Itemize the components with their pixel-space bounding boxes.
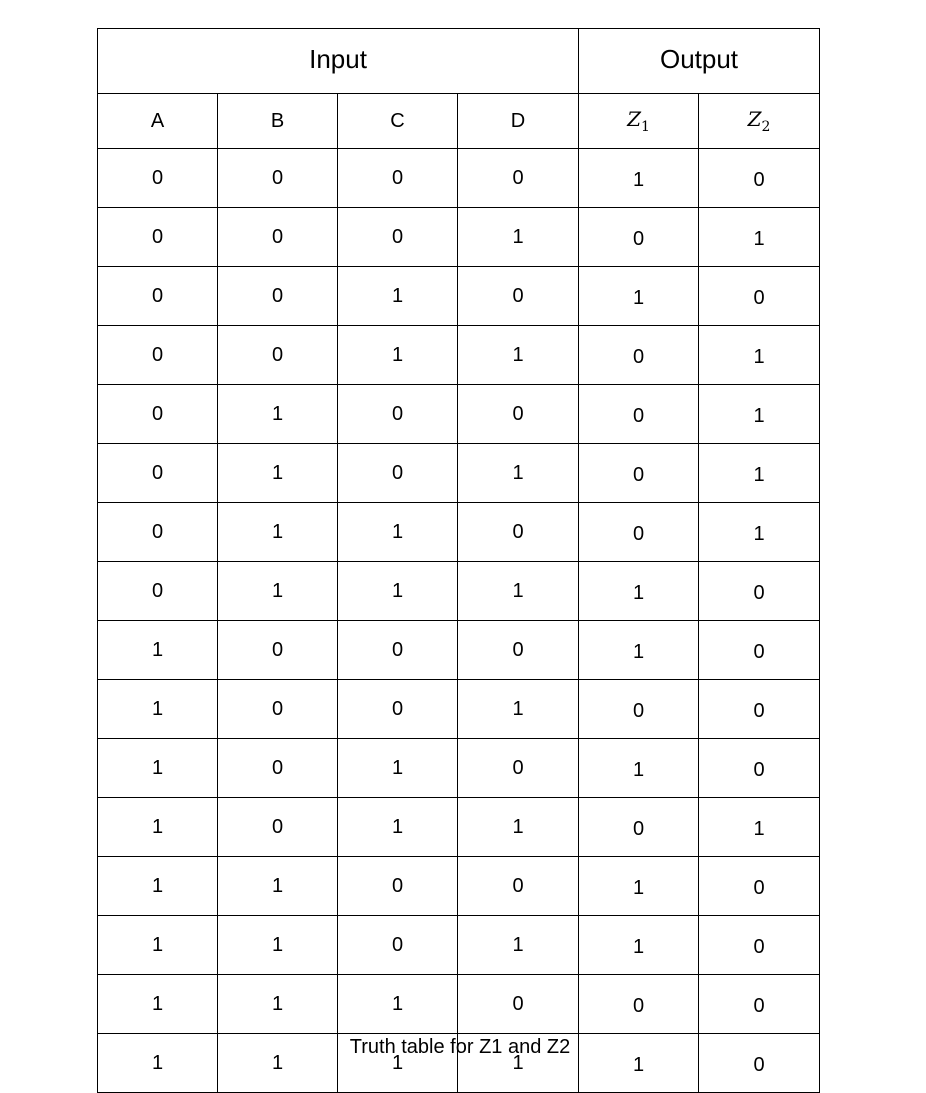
cell-b: 1 [218, 1034, 338, 1093]
cell-a: 0 [98, 267, 218, 326]
table-caption: Truth table for Z1 and Z2 [349, 1036, 571, 1058]
cell-z1: 0 [579, 444, 699, 503]
table-row [98, 267, 820, 326]
table-row [98, 149, 820, 208]
cell-z2: 1 [699, 385, 820, 444]
cell-a: 0 [98, 149, 218, 208]
cell-d: 0 [458, 975, 579, 1034]
cell-a: 1 [98, 621, 218, 680]
cell-b: 1 [218, 975, 338, 1034]
cell-b: 1 [218, 916, 338, 975]
table-row [98, 975, 820, 1034]
cell-c: 1 [338, 267, 458, 326]
cell-a: 0 [98, 326, 218, 385]
cell-z2: 0 [699, 621, 820, 680]
table-row [98, 798, 820, 857]
column-header-d: D [458, 94, 579, 149]
column-header-b: B [218, 94, 338, 149]
table-row [98, 916, 820, 975]
table-row [98, 503, 820, 562]
cell-b: 1 [218, 857, 338, 916]
cell-c: 0 [338, 857, 458, 916]
table-row [98, 444, 820, 503]
cell-b: 0 [218, 267, 338, 326]
cell-a: 0 [98, 562, 218, 621]
cell-a: 1 [98, 1034, 218, 1093]
cell-b: 0 [218, 798, 338, 857]
cell-z1: 1 [579, 916, 699, 975]
cell-b: 1 [218, 444, 338, 503]
cell-b: 0 [218, 621, 338, 680]
cell-d: 1 [458, 444, 579, 503]
z2-letter: Z [747, 107, 762, 131]
z1-letter: Z [627, 107, 641, 131]
output-group-header: Output [579, 29, 820, 94]
cell-z2: 0 [699, 916, 820, 975]
z1-subscript: 1 [641, 119, 650, 135]
cell-a: 1 [98, 975, 218, 1034]
z2-subscript: 2 [761, 119, 771, 135]
table-body [98, 149, 820, 1093]
cell-z1: 1 [579, 621, 699, 680]
column-header-a: A [98, 94, 218, 149]
cell-b: 0 [218, 149, 338, 208]
cell-c: 0 [338, 208, 458, 267]
cell-b: 0 [218, 680, 338, 739]
column-header-row [98, 94, 820, 149]
table-row [98, 739, 820, 798]
cell-c: 0 [338, 444, 458, 503]
cell-z1: 1 [579, 267, 699, 326]
group-header-row [98, 29, 820, 94]
cell-z1: 0 [579, 975, 699, 1034]
cell-z1: 1 [579, 562, 699, 621]
cell-a: 0 [98, 208, 218, 267]
cell-d: 0 [458, 503, 579, 562]
cell-a: 0 [98, 503, 218, 562]
cell-z1: 1 [579, 857, 699, 916]
cell-d: 0 [458, 149, 579, 208]
input-group-header: Input [98, 29, 579, 94]
cell-a: 1 [98, 857, 218, 916]
cell-z1: 1 [579, 739, 699, 798]
cell-z1: 0 [579, 798, 699, 857]
cell-c: 0 [338, 680, 458, 739]
cell-d: 1 [458, 208, 579, 267]
cell-c: 0 [338, 149, 458, 208]
cell-z2: 0 [699, 680, 820, 739]
cell-b: 1 [218, 503, 338, 562]
table-row [98, 621, 820, 680]
cell-z2: 1 [699, 503, 820, 562]
cell-d: 1 [458, 562, 579, 621]
cell-a: 0 [98, 385, 218, 444]
table-row [98, 857, 820, 916]
cell-z2: 0 [699, 149, 820, 208]
cell-d: 1 [458, 326, 579, 385]
cell-z2: 1 [699, 798, 820, 857]
cell-b: 0 [218, 739, 338, 798]
table-row [98, 680, 820, 739]
cell-c: 0 [338, 916, 458, 975]
cell-a: 1 [98, 798, 218, 857]
cell-z1: 0 [579, 680, 699, 739]
cell-a: 1 [98, 916, 218, 975]
cell-z2: 0 [699, 739, 820, 798]
cell-b: 0 [218, 326, 338, 385]
cell-z1: 1 [579, 149, 699, 208]
table-row [98, 385, 820, 444]
cell-a: 1 [98, 680, 218, 739]
cell-c: 1 [338, 1034, 458, 1093]
cell-d: 0 [458, 267, 579, 326]
cell-z2: 1 [699, 208, 820, 267]
cell-z2: 1 [699, 444, 820, 503]
column-header-c: C [338, 94, 458, 149]
table-row [98, 562, 820, 621]
cell-c: 1 [338, 975, 458, 1034]
cell-z2: 0 [699, 267, 820, 326]
cell-c: 0 [338, 621, 458, 680]
cell-a: 0 [98, 444, 218, 503]
cell-b: 1 [218, 562, 338, 621]
cell-c: 1 [338, 739, 458, 798]
cell-z1: 0 [579, 326, 699, 385]
cell-z2: 0 [699, 562, 820, 621]
cell-z1: 0 [579, 385, 699, 444]
cell-a: 1 [98, 739, 218, 798]
cell-d: 0 [458, 621, 579, 680]
cell-c: 1 [338, 503, 458, 562]
cell-d: 0 [458, 739, 579, 798]
cell-d: 1 [458, 916, 579, 975]
column-header-z1 [579, 94, 699, 149]
table-row [98, 326, 820, 385]
cell-z2: 0 [699, 857, 820, 916]
cell-z2: 0 [699, 975, 820, 1034]
cell-z2: 0 [699, 1034, 820, 1093]
cell-z2: 1 [699, 326, 820, 385]
cell-c: 1 [338, 798, 458, 857]
cell-b: 1 [218, 385, 338, 444]
cell-z1: 0 [579, 208, 699, 267]
table-row [98, 208, 820, 267]
cell-d: 1 [458, 798, 579, 857]
truth-table [97, 28, 820, 1093]
cell-d: 1 [458, 1034, 579, 1093]
cell-c: 1 [338, 562, 458, 621]
cell-c: 0 [338, 385, 458, 444]
cell-c: 1 [338, 326, 458, 385]
column-header-z2 [699, 94, 820, 149]
cell-z1: 1 [579, 1034, 699, 1093]
cell-z1: 0 [579, 503, 699, 562]
cell-d: 1 [458, 680, 579, 739]
cell-d: 0 [458, 857, 579, 916]
cell-d: 0 [458, 385, 579, 444]
cell-b: 0 [218, 208, 338, 267]
